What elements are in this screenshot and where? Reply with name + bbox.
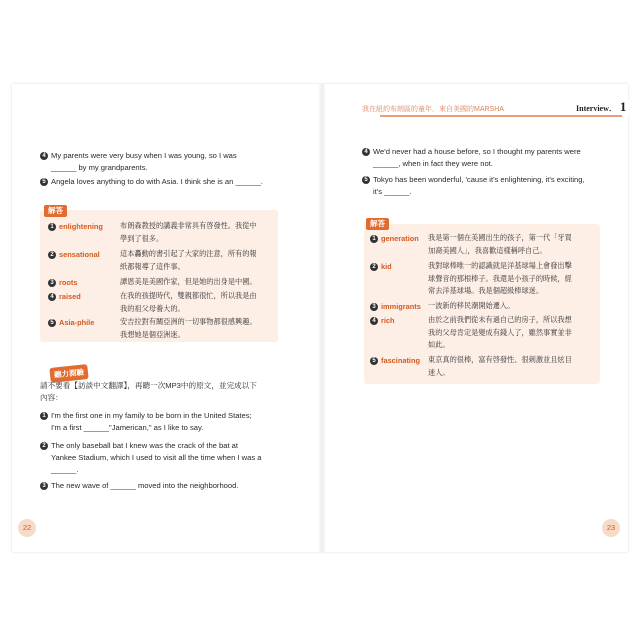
answer-word-text: fascinating [381, 356, 421, 365]
listening-question-1 [40, 410, 296, 434]
book-gutter [318, 84, 326, 552]
answer-translation [120, 316, 278, 341]
interview-tab [572, 100, 630, 114]
question-text: I'm a first ______"Jamerican," as I like to say. [51, 423, 204, 432]
page-number-left: 22 [18, 519, 36, 537]
listening-instructions [40, 380, 290, 404]
instruction-line: 請不要看【訪談中文翻譯】，再聽一次MP3中的原文，並完成以下 [40, 381, 257, 390]
answer-word-text: generation [381, 234, 419, 243]
answer-word [370, 302, 421, 311]
question-number-badge: 5 [40, 178, 48, 186]
running-header: 我在紐約布朗區的童年．來自美國的MARSHA [362, 106, 504, 113]
answer-translation [428, 232, 596, 257]
translation-line: 安吉拉對有關亞洲的一切事物都很感興趣。 [120, 317, 257, 326]
answer-word-text: roots [59, 278, 78, 287]
answer-word [370, 234, 419, 243]
answer-translation [428, 314, 596, 352]
answer-word-text: kid [381, 262, 392, 271]
answer-translation [120, 290, 278, 315]
answer-word [48, 318, 94, 327]
question-text: I'm the first one in my family to be born in the United States; [51, 411, 252, 420]
answer-word [370, 262, 392, 271]
translation-line: 我想她是個亞洲迷。 [120, 329, 185, 339]
answer-translation [120, 220, 278, 245]
answer-word [370, 316, 395, 325]
translation-line: 紙都報導了這件事。 [120, 261, 185, 271]
instruction-line: 內容： [40, 393, 63, 402]
answer-word-text: enlightening [59, 222, 103, 231]
translation-line: 東京真的很棒，富有啓發性、很刺激並且炫目 [428, 355, 572, 364]
translation-line: 學到了很多。 [120, 233, 164, 243]
question-text: ______. [51, 465, 79, 474]
answer-translation [120, 248, 278, 273]
question-text: The new wave of ______ moved into the neighborhood. [51, 481, 239, 490]
right-question-4 [362, 146, 612, 170]
answer-word-text: immigrants [381, 302, 421, 311]
listening-question-3 [40, 480, 296, 492]
question-text: it's ______. [373, 187, 412, 196]
translation-line: 由於之前我們從未有過自己的房子，所以我想 [428, 315, 572, 324]
answer-word [48, 278, 77, 287]
answer-word [48, 222, 103, 231]
answer-word [370, 356, 420, 365]
answer-translation [120, 276, 278, 289]
question-text: Yankee Stadium, which I used to visit all the time when I was a [51, 453, 262, 462]
question-text: The only baseball bat I knew was the crack of the bat at [51, 441, 238, 450]
answer-number-badge: 1 [370, 235, 378, 243]
question-text: Tokyo has been wonderful, 'cause it's enlightening, it's exciting, [373, 175, 585, 184]
answer-translation [428, 300, 596, 313]
interview-label: Interview． [576, 104, 617, 113]
answer-word-text: raised [59, 292, 81, 301]
translation-line: 譚恩美是美國作家，但是她的出身是中國。 [120, 277, 257, 286]
question-number-badge: 3 [40, 482, 48, 490]
answer-word-text: rich [381, 316, 395, 325]
translation-line: 迷人。 [428, 367, 450, 377]
question-number-badge: 2 [40, 442, 48, 450]
question-number-badge: 4 [362, 148, 370, 156]
listening-question-2 [40, 440, 296, 476]
translation-line: 常去洋基球場。我是個超級棒球迷。 [428, 286, 544, 295]
question-text: ______, when in fact they were not. [373, 159, 493, 168]
translation-line: 加裔美國人」，我喜歡這樣稱呼自己。 [428, 245, 547, 255]
interview-number: 1 [619, 99, 627, 114]
question-text: ______ by my grandparents. [51, 163, 148, 172]
translation-line: 如此。 [428, 340, 450, 349]
answer-number-badge: 4 [370, 317, 378, 325]
question-text: We'd never had a house before, so I thought my parents were [373, 147, 581, 156]
question-text: My parents were very busy when I was young, so I was [51, 151, 237, 160]
right-answers-label: 解答 [366, 218, 389, 230]
answer-word [48, 250, 100, 259]
translation-line: 這本轟動的書引起了大家的注意，所有的報 [120, 249, 257, 258]
page-number-right: 23 [602, 519, 620, 537]
translation-line: 我對球棒唯一的認識就是洋基球場上會發出擊 [428, 261, 572, 270]
translation-line: 我的祖父母養大的。 [120, 303, 185, 313]
answer-word [48, 292, 81, 301]
answer-word-text: sensational [59, 250, 100, 259]
left-question-5 [40, 176, 286, 188]
question-number-badge: 4 [40, 152, 48, 160]
translation-line: 我的父母肯定是變成有錢人了，雖然事實並非 [428, 327, 572, 337]
question-number-badge: 1 [40, 412, 48, 420]
header-rule [380, 115, 622, 117]
translation-line: 在我的孩提時代，雙親都很忙，所以我是由 [120, 291, 257, 300]
question-number-badge: 5 [362, 176, 370, 184]
left-answers-label: 解答 [44, 205, 67, 217]
question-text: Angela loves anything to do with Asia. I think she is an ______. [51, 177, 263, 186]
translation-line: 我是第一個在美國出生的孩子，第一代「牙買 [428, 233, 572, 242]
translation-line: 球聲音的那根棒子。我還是小孩子的時候，經 [428, 273, 572, 283]
answer-number-badge: 2 [48, 251, 56, 259]
translation-line: 布朗森教授的講義非常具有啓發性。我從中 [120, 221, 257, 230]
right-question-5 [362, 174, 612, 198]
answer-number-badge: 5 [370, 357, 378, 365]
answer-translation [428, 354, 596, 379]
answer-number-badge: 1 [48, 223, 56, 231]
answer-number-badge: 5 [48, 319, 56, 327]
answer-number-badge: 4 [48, 293, 56, 301]
listening-test-badge: 聽力測驗 [49, 364, 88, 383]
answer-translation [428, 260, 596, 298]
answer-number-badge: 2 [370, 263, 378, 271]
answer-word-text: Asia-phile [59, 318, 95, 327]
answer-number-badge: 3 [48, 279, 56, 287]
left-question-4 [40, 150, 286, 174]
translation-line: 一波新的移民潮開始遷入。 [428, 301, 515, 310]
answer-number-badge: 3 [370, 303, 378, 311]
